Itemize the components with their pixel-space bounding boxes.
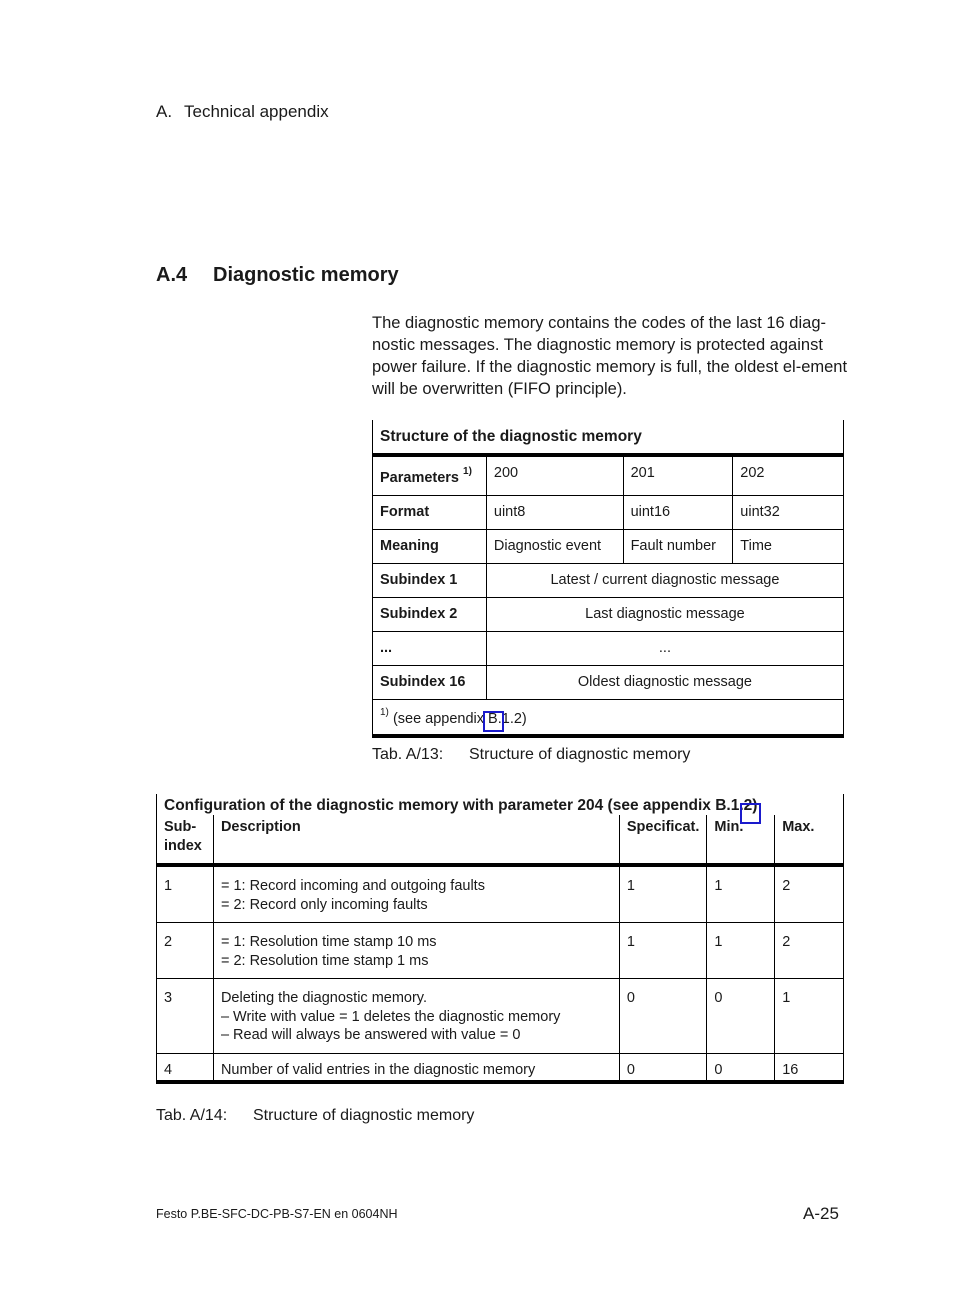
desc-line: – Write with value = 1 deletes the diagnostic memory [220,1008,561,1025]
subindex-value: ... [486,631,843,665]
table-row [157,923,844,979]
param-footnote-mark: 1) [463,466,472,477]
footer-doc-id: Festo P.BE-SFC-DC-PB-S7-EN en 0604NH [156,1207,398,1221]
row-max: 16 [775,1053,844,1082]
param-label-cell [373,455,487,495]
intro-paragraph: The diagnostic memory contains the codes of the last 16 diag-nostic messages. The diagnostic memory is protected against power failure. If the diagnostic memory is full, the oldest el-ement will be overwritten (FIFO principle). [372,314,848,398]
subindex-value: Latest / current diagnostic message [486,563,843,597]
header-index: index [164,838,202,854]
param-label: Parameters [380,469,459,486]
format-label: Format [373,495,487,529]
page-number: A-25 [803,1204,839,1223]
format-201: uint16 [623,495,733,529]
header-max: Max. [775,815,844,865]
row-subindex: 4 [157,1053,214,1082]
table-row [157,979,844,1054]
row-description [213,865,619,923]
row-spec: 0 [619,979,707,1054]
diagnostic-memory-structure-table [372,420,844,738]
chapter-header [156,102,329,122]
footnote-mark: 1) [380,706,389,718]
footnote-text: (see appendix B.1.2) [392,710,527,727]
table-row [157,865,844,923]
caption-label: Tab. A/13: [372,746,444,763]
table1-caption: Structure of the diagnostic memory [373,420,844,455]
format-200: uint8 [486,495,623,529]
header-subindex [157,815,214,865]
table2-caption: Configuration of the diagnostic memory with parameter 204 (see appendix B.1.2) [157,794,844,815]
row-description [213,979,619,1054]
subindex-label: ... [373,631,487,665]
subindex-value: Oldest diagnostic message [486,665,843,699]
row-min: 1 [707,923,775,979]
section-number: A.4 [156,264,188,286]
table1-footnote [373,699,844,735]
row-subindex: 3 [157,979,214,1054]
row-subindex: 2 [157,923,214,979]
table-caption-a13 [372,746,690,764]
link-highlight-marker[interactable] [740,803,761,824]
row-min: 0 [707,979,775,1054]
row-description [213,923,619,979]
subindex-label: Subindex 2 [373,597,487,631]
header-sub: Sub- [164,819,197,835]
caption-title: Structure of diagnostic memory [253,1107,475,1124]
caption-label: Tab. A/14: [156,1107,228,1124]
row-subindex: 1 [157,865,214,923]
header-specification: Specificat. [619,815,707,865]
row-spec: 0 [619,1053,707,1082]
meaning-201: Fault number [623,529,733,563]
caption-title: Structure of diagnostic memory [469,746,691,763]
row-description [213,1053,619,1082]
param-200: 200 [486,455,623,495]
desc-line: = 2: Resolution time stamp 1 ms [220,952,429,969]
header-description: Description [213,815,619,865]
param-202: 202 [733,455,844,495]
table-row [157,1053,844,1082]
desc-line: = 1: Record incoming and outgoing faults [220,878,485,894]
row-min: 0 [707,1053,775,1082]
desc-line: Deleting the diagnostic memory. [220,990,428,1006]
meaning-200: Diagnostic event [486,529,623,563]
row-spec: 1 [619,923,707,979]
meaning-202: Time [733,529,844,563]
subindex-label: Subindex 1 [373,563,487,597]
row-min: 1 [707,865,775,923]
row-spec: 1 [619,865,707,923]
meaning-label: Meaning [373,529,487,563]
format-202: uint32 [733,495,844,529]
row-max: 2 [775,865,844,923]
param-201: 201 [623,455,733,495]
subindex-value: Last diagnostic message [486,597,843,631]
desc-line: = 2: Record only incoming faults [220,896,428,913]
desc-line: Number of valid entries in the diagnostic memory [220,1061,536,1078]
chapter-number: A. [156,102,173,121]
section-heading [156,264,399,287]
desc-line: – Read will always be answered with value = 0 [220,1027,521,1043]
section-title: Diagnostic memory [213,264,399,286]
desc-line: = 1: Resolution time stamp 10 ms [220,934,437,950]
chapter-title: Technical appendix [184,102,329,121]
diagnostic-config-table [156,794,844,1084]
row-max: 1 [775,979,844,1054]
header-min: Min. [707,815,775,865]
link-highlight-marker[interactable] [483,711,504,732]
table-caption-a14 [156,1107,474,1125]
subindex-label: Subindex 16 [373,665,487,699]
row-max: 2 [775,923,844,979]
